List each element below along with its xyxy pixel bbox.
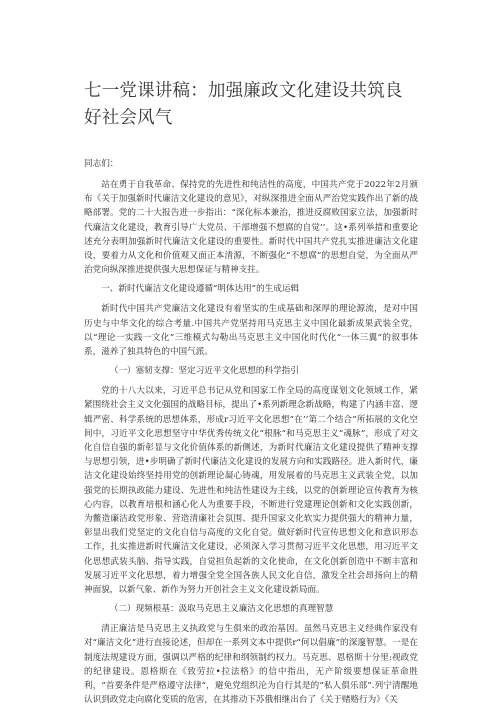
salutation: 同志们： <box>84 159 119 169</box>
subsection-2-paragraph: 清正廉洁是马克思主义执政党与生俱来的政治基因。虽然马克思主义经典作家没有对“廉洁文化”进行直接论述，但却在一系列文本中提供r“何以倡廉”的深邃智慧。一是在制度法规建设方面，强调以严格的纪律和纲领制约权力。马克思、恩格斯十分里:视政党的纪律建设。恩格斯在《致劳拉•拉法格》的信中指出，无产阶级要想保证革命胜利，“首要条件是严格遵守法律“，避免党组织沦为自行其是的“私人俱乐部”.列宁清醒地认识到政党走向腐化变质的危害，在其推动下苏俄相继出台了《关于赌赂行为》《关 <box>84 624 418 706</box>
document-title: 七一党课讲稿：加强廉政文化建设共筑良好社会风气 <box>84 81 403 128</box>
section-1-paragraph: 新时代中国共产党廉洁文化建设有着坚实的生成基础和深厚的理论源流，是对中国历史与中华文化的综合考量.中国共产党坚持用马克思主义中国化最新成果武装全党，以“理论一实践一文化”三维模式勾勒出马克思主义中国化时代化“一体三翼”的叙事体系，滋养了独具特色的中国气派。 <box>84 304 418 358</box>
intro-paragraph: 站在勇于自我革命、保持党的先进性和纯洁性的高度，中国共产党于2022年2月颁布《关于加强新时代廉洁文化建设的意见》，对纵深推进全面从严治党实践作出了新的战略部署。党的二十大报告进一步指出：“深化标本兼治，推进反腐败国家立法，加强新时代廉洁文化建设，教育引导广大党员、干部增强不想腐的自觉’’。这•系列举措和重要论述充分表明加强新时代廉洁文化建设的重要性。新时代中国共产党扎实推进廉洁文化建设，要着力从文化和价值观又面正本清源，不断强化“不想腐”的思想自觉，为全面从严治党向纵深推进提供强大思想保证与精神支拄。 <box>84 180 418 276</box>
subsection-2-heading: （二）现频根基：汲取马克思主义廉洁文化思想的真理智慧 <box>109 604 334 615</box>
section-1-heading: 一、新时代廉洁文化建设遵循“明体达用”的生成运辑 <box>101 284 300 295</box>
subsection-1-heading: （一）塞韧支撑：坚定习近平文化思想的科学指引 <box>109 366 299 377</box>
subsection-1-paragraph: 党的十八大以来，习近平总书记从党和国家工作全局的高度谋划文化领域工作，紧紧围绕社会主义文化强国的战略目标，提出了•系列新理念新战略，构建了内涵丰富、逻辑严密、科学系统的思想体系，形成r习近平文化思想“在’’第二个结合”所拓展的文化空间中，习近平文化思想坚守中华优秀传统文化“根脉”和马克思主义“魂脉”，形成了对文化自信自强的新彰显与文化价值体系的新侧述，为新时代廉洁文化建设提供了精神支撑与思想引领，进•步明确了新时代廉洁文化建设的发展方向和实践路径。进入新时代，廉洁文化建设始终坚持用党的创新理论凝心铸魂，用发展着的马克思主义武装全党，以加强党的长期执政能力建设、先进性和纯洁性建设为主线，以党的创新理论宣传教育为核心内容，以教育培根和涵心化人为重要手段，不断进行党建理论创新和文化实践创新，为鳖造廉洁政党形象、营造清廉社会氛围、提升国家文化软实力提供强大的精神力量，彰显出我们党坚定的文化自信与高度的文化自觉。做好新时代宣传思想文化和意识形态工作，扎实推进新时代廉洁文化建设，必须深入学习贯彻习近平文化思想，用习近平文化思想武装头脑、指导实践，自觉担负起新的文化使命，在文化创新创造中不断丰富和发展习近平文化思想，着力增强全党全国各族人民文化自信，激发全社会昂扬向上的精神面貌，以新气象、新作为努力开创社会主义文化建设新局面。 <box>84 386 418 596</box>
